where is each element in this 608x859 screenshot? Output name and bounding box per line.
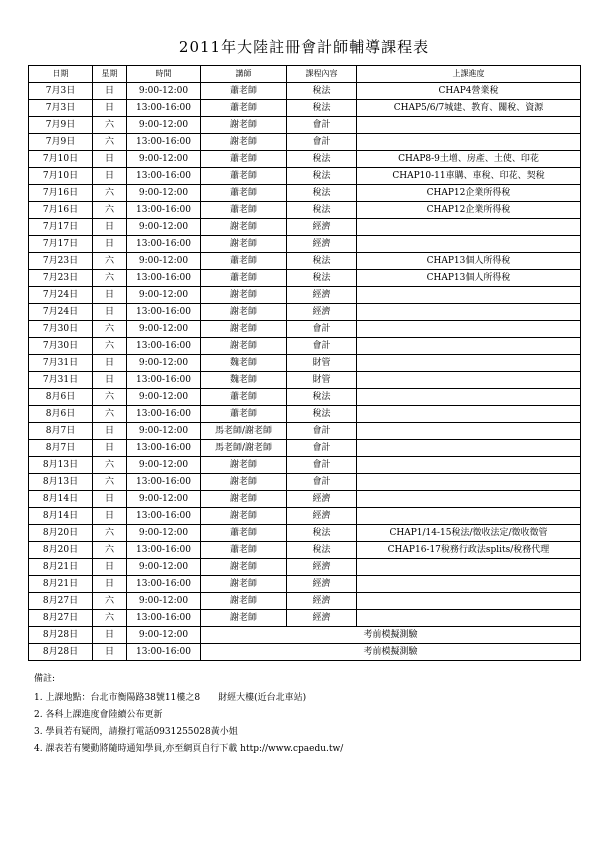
column-header-date: 日期 <box>29 66 93 83</box>
cell-time: 13:00-16:00 <box>127 406 201 423</box>
table-header-row <box>29 66 581 83</box>
page-title: 2011年大陸註冊會計師輔導課程表 <box>178 38 430 56</box>
cell-content: CHAP5/6/7城建、教育、關稅、資源 <box>357 100 581 117</box>
cell-content: CHAP4營業稅 <box>357 83 581 100</box>
cell-date: 8月6日 <box>29 389 93 406</box>
cell-time: 9:00-12:00 <box>127 389 201 406</box>
cell-subject: 稅法 <box>287 151 357 168</box>
table-row <box>29 389 581 406</box>
cell-subject: 稅法 <box>287 253 357 270</box>
cell-content <box>357 287 581 304</box>
cell-date: 8月27日 <box>29 610 93 627</box>
cell-time: 9:00-12:00 <box>127 559 201 576</box>
notes-section <box>34 671 580 758</box>
table-row <box>29 202 581 219</box>
cell-teacher: 謝老師 <box>201 134 287 151</box>
cell-week: 日 <box>93 372 127 389</box>
cell-date: 8月13日 <box>29 457 93 474</box>
column-header-subject: 課程內容 <box>287 66 357 83</box>
cell-date: 8月14日 <box>29 508 93 525</box>
cell-week: 日 <box>93 151 127 168</box>
cell-subject: 稅法 <box>287 83 357 100</box>
cell-week: 日 <box>93 236 127 253</box>
table-row <box>29 134 581 151</box>
cell-subject: 會計 <box>287 440 357 457</box>
cell-content: CHAP8-9土增、房產、土使、印花 <box>357 151 581 168</box>
cell-time: 13:00-16:00 <box>127 168 201 185</box>
cell-teacher: 謝老師 <box>201 287 287 304</box>
table-row <box>29 355 581 372</box>
cell-date: 8月6日 <box>29 406 93 423</box>
notes-heading: 備註: <box>34 674 56 684</box>
cell-teacher: 蕭老師 <box>201 253 287 270</box>
cell-time: 9:00-12:00 <box>127 185 201 202</box>
cell-date: 7月16日 <box>29 185 93 202</box>
table-row <box>29 117 581 134</box>
cell-content: CHAP12企業所得稅 <box>357 185 581 202</box>
cell-content <box>357 355 581 372</box>
table-row <box>29 627 581 644</box>
table-row <box>29 559 581 576</box>
cell-subject: 經濟 <box>287 491 357 508</box>
cell-teacher: 馬老師/謝老師 <box>201 423 287 440</box>
cell-time: 13:00-16:00 <box>127 440 201 457</box>
cell-week: 六 <box>93 117 127 134</box>
cell-subject: 稅法 <box>287 100 357 117</box>
cell-subject: 經濟 <box>287 236 357 253</box>
cell-content <box>357 406 581 423</box>
cell-teacher: 魏老師 <box>201 355 287 372</box>
cell-week: 六 <box>93 134 127 151</box>
cell-date: 7月17日 <box>29 219 93 236</box>
cell-content <box>357 491 581 508</box>
cell-time: 13:00-16:00 <box>127 372 201 389</box>
cell-subject: 會計 <box>287 474 357 491</box>
cell-subject: 稅法 <box>287 525 357 542</box>
cell-date: 7月10日 <box>29 168 93 185</box>
cell-week: 日 <box>93 576 127 593</box>
cell-date: 7月31日 <box>29 372 93 389</box>
cell-content <box>357 576 581 593</box>
table-row <box>29 610 581 627</box>
cell-time: 13:00-16:00 <box>127 508 201 525</box>
cell-subject: 財管 <box>287 355 357 372</box>
table-row <box>29 372 581 389</box>
cell-subject: 會計 <box>287 423 357 440</box>
table-row <box>29 593 581 610</box>
cell-teacher: 謝老師 <box>201 559 287 576</box>
cell-date: 8月20日 <box>29 525 93 542</box>
note-line-1: 1. 上課地點：台北市衡陽路38號11樓之8 財經大樓(近台北車站) <box>34 693 307 704</box>
table-row <box>29 423 581 440</box>
cell-time: 9:00-12:00 <box>127 117 201 134</box>
cell-teacher: 蕭老師 <box>201 542 287 559</box>
cell-teacher: 蕭老師 <box>201 389 287 406</box>
cell-teacher: 謝老師 <box>201 491 287 508</box>
cell-week: 日 <box>93 355 127 372</box>
cell-date: 8月27日 <box>29 593 93 610</box>
cell-teacher: 蕭老師 <box>201 168 287 185</box>
cell-time: 9:00-12:00 <box>127 423 201 440</box>
cell-teacher: 蕭老師 <box>201 100 287 117</box>
cell-content: CHAP16-17稅務行政法splits/稅務代理 <box>357 542 581 559</box>
cell-time: 13:00-16:00 <box>127 542 201 559</box>
column-header-teacher: 講師 <box>201 66 287 83</box>
cell-subject: 稅法 <box>287 389 357 406</box>
cell-date: 7月24日 <box>29 287 93 304</box>
cell-content <box>357 440 581 457</box>
cell-teacher: 謝老師 <box>201 457 287 474</box>
table-body <box>29 83 581 661</box>
cell-teacher: 蕭老師 <box>201 525 287 542</box>
cell-content <box>357 389 581 406</box>
table-row <box>29 270 581 287</box>
cell-content <box>357 610 581 627</box>
cell-time: 13:00-16:00 <box>127 134 201 151</box>
cell-teacher: 謝老師 <box>201 321 287 338</box>
cell-date: 8月7日 <box>29 423 93 440</box>
table-row <box>29 644 581 661</box>
cell-subject: 稅法 <box>287 406 357 423</box>
table-row <box>29 321 581 338</box>
cell-date: 7月3日 <box>29 83 93 100</box>
table-row <box>29 406 581 423</box>
note-line-3: 3. 學員若有疑問，請撥打電話0931255028黃小姐 <box>34 727 238 738</box>
cell-subject: 稅法 <box>287 270 357 287</box>
table-row <box>29 253 581 270</box>
cell-content: CHAP1/14-15稅法/徵收法定/徵收徵管 <box>357 525 581 542</box>
cell-subject: 經濟 <box>287 610 357 627</box>
cell-date: 7月17日 <box>29 236 93 253</box>
cell-time: 13:00-16:00 <box>127 576 201 593</box>
cell-time: 9:00-12:00 <box>127 593 201 610</box>
cell-week: 日 <box>93 440 127 457</box>
cell-week: 六 <box>93 202 127 219</box>
cell-week: 六 <box>93 389 127 406</box>
cell-subject: 稅法 <box>287 185 357 202</box>
cell-teacher: 蕭老師 <box>201 270 287 287</box>
cell-date: 7月23日 <box>29 253 93 270</box>
cell-teacher: 馬老師/謝老師 <box>201 440 287 457</box>
cell-time: 13:00-16:00 <box>127 474 201 491</box>
cell-week: 日 <box>93 219 127 236</box>
table-row <box>29 219 581 236</box>
cell-date: 8月14日 <box>29 491 93 508</box>
cell-time: 9:00-12:00 <box>127 491 201 508</box>
cell-subject: 經濟 <box>287 304 357 321</box>
cell-date: 7月24日 <box>29 304 93 321</box>
cell-content <box>357 321 581 338</box>
table-row <box>29 168 581 185</box>
column-header-week: 星期 <box>93 66 127 83</box>
table-row <box>29 474 581 491</box>
cell-content <box>357 236 581 253</box>
cell-week: 日 <box>93 559 127 576</box>
cell-teacher: 謝老師 <box>201 236 287 253</box>
cell-teacher: 蕭老師 <box>201 83 287 100</box>
cell-content <box>357 457 581 474</box>
cell-subject: 經濟 <box>287 508 357 525</box>
cell-content <box>357 474 581 491</box>
cell-subject: 經濟 <box>287 593 357 610</box>
cell-week: 日 <box>93 100 127 117</box>
cell-date: 7月31日 <box>29 355 93 372</box>
cell-week: 日 <box>93 508 127 525</box>
cell-date: 7月30日 <box>29 338 93 355</box>
cell-date: 8月28日 <box>29 627 93 644</box>
cell-week: 日 <box>93 423 127 440</box>
cell-week: 六 <box>93 321 127 338</box>
cell-time: 9:00-12:00 <box>127 525 201 542</box>
table-row <box>29 491 581 508</box>
cell-time: 9:00-12:00 <box>127 83 201 100</box>
cell-time: 13:00-16:00 <box>127 270 201 287</box>
cell-content <box>357 134 581 151</box>
cell-merged-note: 考前模擬測驗 <box>201 644 581 661</box>
cell-merged-note: 考前模擬測驗 <box>201 627 581 644</box>
cell-subject: 經濟 <box>287 219 357 236</box>
cell-subject: 財管 <box>287 372 357 389</box>
cell-content <box>357 559 581 576</box>
table-row <box>29 83 581 100</box>
cell-week: 六 <box>93 610 127 627</box>
cell-week: 六 <box>93 338 127 355</box>
cell-date: 7月9日 <box>29 117 93 134</box>
cell-content <box>357 372 581 389</box>
cell-week: 六 <box>93 406 127 423</box>
cell-time: 13:00-16:00 <box>127 338 201 355</box>
table-row <box>29 576 581 593</box>
cell-content <box>357 508 581 525</box>
cell-date: 7月16日 <box>29 202 93 219</box>
cell-week: 六 <box>93 457 127 474</box>
cell-subject: 會計 <box>287 321 357 338</box>
table-row <box>29 338 581 355</box>
cell-date: 7月9日 <box>29 134 93 151</box>
table-header <box>29 66 581 83</box>
cell-week: 日 <box>93 644 127 661</box>
cell-time: 13:00-16:00 <box>127 610 201 627</box>
cell-teacher: 謝老師 <box>201 219 287 236</box>
table-row <box>29 185 581 202</box>
cell-time: 9:00-12:00 <box>127 219 201 236</box>
cell-content: CHAP13個人所得稅 <box>357 270 581 287</box>
cell-content <box>357 304 581 321</box>
cell-date: 8月21日 <box>29 559 93 576</box>
cell-time: 13:00-16:00 <box>127 100 201 117</box>
cell-week: 六 <box>93 525 127 542</box>
cell-date: 8月20日 <box>29 542 93 559</box>
note-line-4: 4. 課表若有變動將隨時通知學員,亦至網頁自行下載 http://www.cpaedu.tw/ <box>34 744 344 755</box>
cell-content <box>357 423 581 440</box>
table-row <box>29 440 581 457</box>
cell-time: 13:00-16:00 <box>127 304 201 321</box>
table-row <box>29 542 581 559</box>
cell-week: 六 <box>93 474 127 491</box>
table-row <box>29 304 581 321</box>
cell-week: 日 <box>93 168 127 185</box>
cell-content: CHAP10-11車購、車稅、印花、契稅 <box>357 168 581 185</box>
cell-week: 日 <box>93 304 127 321</box>
table-row <box>29 100 581 117</box>
cell-teacher: 謝老師 <box>201 576 287 593</box>
cell-subject: 經濟 <box>287 287 357 304</box>
cell-subject: 經濟 <box>287 559 357 576</box>
cell-teacher: 謝老師 <box>201 117 287 134</box>
cell-subject: 會計 <box>287 117 357 134</box>
cell-date: 8月7日 <box>29 440 93 457</box>
cell-teacher: 謝老師 <box>201 474 287 491</box>
cell-date: 8月21日 <box>29 576 93 593</box>
cell-week: 六 <box>93 253 127 270</box>
cell-time: 9:00-12:00 <box>127 253 201 270</box>
table-row <box>29 525 581 542</box>
cell-date: 7月3日 <box>29 100 93 117</box>
schedule-table <box>28 65 581 661</box>
cell-teacher: 蕭老師 <box>201 202 287 219</box>
cell-subject: 稅法 <box>287 542 357 559</box>
cell-week: 六 <box>93 593 127 610</box>
cell-time: 9:00-12:00 <box>127 151 201 168</box>
table-row <box>29 457 581 474</box>
cell-subject: 經濟 <box>287 576 357 593</box>
cell-teacher: 謝老師 <box>201 508 287 525</box>
cell-date: 8月13日 <box>29 474 93 491</box>
cell-time: 13:00-16:00 <box>127 644 201 661</box>
cell-content <box>357 593 581 610</box>
cell-subject: 會計 <box>287 338 357 355</box>
cell-subject: 稅法 <box>287 168 357 185</box>
cell-date: 7月30日 <box>29 321 93 338</box>
cell-content <box>357 117 581 134</box>
cell-week: 日 <box>93 287 127 304</box>
table-row <box>29 508 581 525</box>
cell-date: 8月28日 <box>29 644 93 661</box>
cell-teacher: 謝老師 <box>201 338 287 355</box>
cell-week: 日 <box>93 491 127 508</box>
cell-week: 六 <box>93 185 127 202</box>
column-header-time: 時間 <box>127 66 201 83</box>
cell-week: 六 <box>93 542 127 559</box>
cell-content <box>357 338 581 355</box>
cell-time: 13:00-16:00 <box>127 236 201 253</box>
cell-teacher: 謝老師 <box>201 610 287 627</box>
cell-teacher: 魏老師 <box>201 372 287 389</box>
cell-content: CHAP13個人所得稅 <box>357 253 581 270</box>
cell-subject: 稅法 <box>287 202 357 219</box>
cell-time: 9:00-12:00 <box>127 287 201 304</box>
cell-teacher: 蕭老師 <box>201 185 287 202</box>
cell-teacher: 謝老師 <box>201 304 287 321</box>
cell-time: 9:00-12:00 <box>127 355 201 372</box>
cell-teacher: 謝老師 <box>201 593 287 610</box>
cell-time: 13:00-16:00 <box>127 202 201 219</box>
cell-time: 9:00-12:00 <box>127 321 201 338</box>
cell-teacher: 蕭老師 <box>201 151 287 168</box>
cell-week: 日 <box>93 627 127 644</box>
cell-content: CHAP12企業所得稅 <box>357 202 581 219</box>
cell-teacher: 蕭老師 <box>201 406 287 423</box>
table-row <box>29 236 581 253</box>
column-header-content: 上課進度 <box>357 66 581 83</box>
cell-time: 9:00-12:00 <box>127 627 201 644</box>
cell-date: 7月10日 <box>29 151 93 168</box>
cell-week: 六 <box>93 270 127 287</box>
note-line-2: 2. 各科上課進度會陸續公布更新 <box>34 710 163 721</box>
cell-time: 9:00-12:00 <box>127 457 201 474</box>
table-row <box>29 151 581 168</box>
cell-subject: 會計 <box>287 457 357 474</box>
table-row <box>29 287 581 304</box>
cell-content <box>357 219 581 236</box>
cell-subject: 會計 <box>287 134 357 151</box>
cell-week: 日 <box>93 83 127 100</box>
cell-date: 7月23日 <box>29 270 93 287</box>
